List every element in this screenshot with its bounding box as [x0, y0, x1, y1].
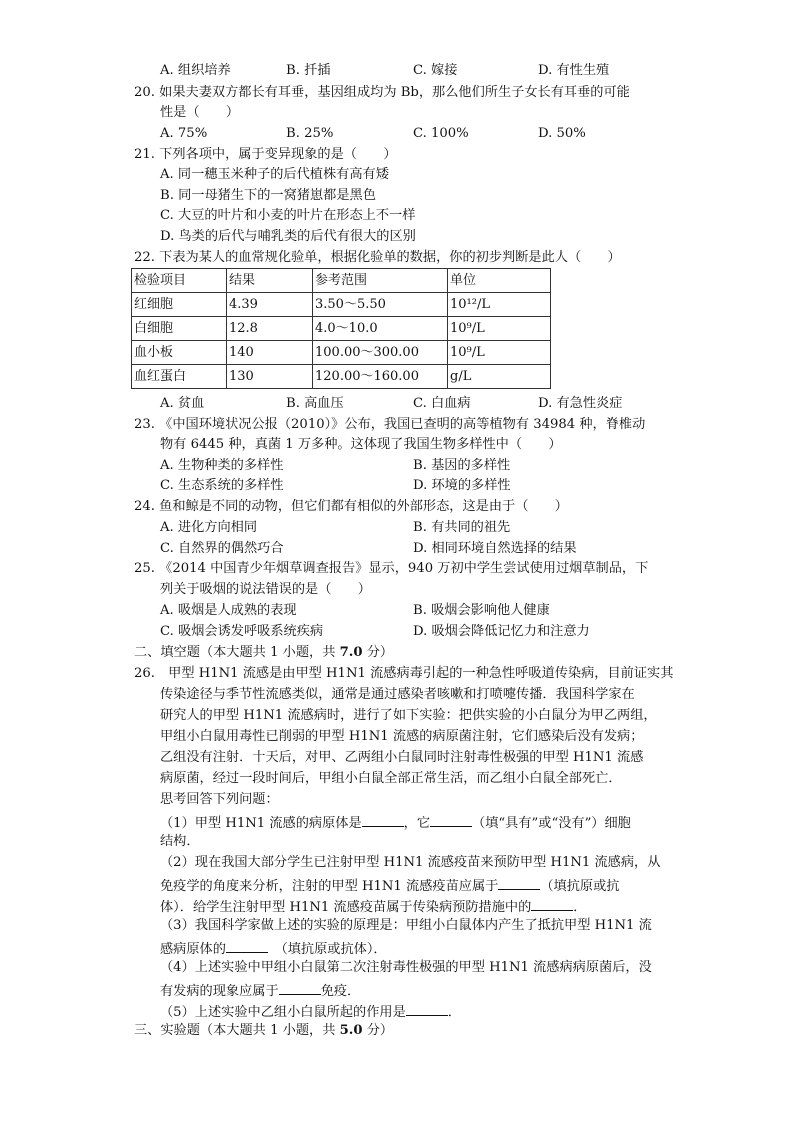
table-cell: 130 — [227, 365, 313, 389]
q19-option-c: C. 嫁接 — [413, 63, 458, 78]
q21-option-c: C. 大豆的叶片和小麦的叶片在形态上不一样 — [160, 208, 416, 223]
q22-option-b: B. 高血压 — [286, 396, 344, 411]
q23-option-d: D. 环境的多样性 — [413, 478, 511, 493]
q26-sub3-text-c: （填抗原或抗体）． — [267, 942, 387, 957]
answer-blank[interactable] — [430, 814, 472, 827]
table-cell: 120.00～160.00 — [313, 365, 448, 389]
section-heading-score: 7.0 — [339, 645, 363, 660]
q26-paragraph-line: 乙组没有注射．十天后，对甲、乙两组小白鼠同时注射毒性极强的甲型 H1N1 流感 — [160, 750, 644, 765]
answer-blank[interactable] — [498, 877, 540, 890]
table-cell: 10⁹/L — [448, 317, 551, 341]
q19-option-d: D. 有性生殖 — [538, 63, 610, 78]
q26-sub5-text-a: （5）上述实验中乙组小白鼠所起的作用是 — [160, 1005, 406, 1020]
blood-test-table — [131, 268, 551, 389]
table-header-cell: 结果 — [227, 269, 313, 293]
section-heading-fill-blank — [134, 646, 393, 659]
q25-option-b: B. 吸烟会影响他人健康 — [413, 603, 550, 618]
table-header-cell: 单位 — [448, 269, 551, 293]
q25-stem-line2: 列关于吸烟的说法错误的是（ ） — [160, 582, 371, 597]
q26-sub2-line2 — [160, 877, 619, 893]
q26-paragraph-line: 病原菌，经过一段时间后，甲组小白鼠全部正常生活，而乙组小白鼠全部死亡． — [160, 771, 622, 786]
table-row — [132, 317, 551, 341]
q26-sub1-text-c: （填“具有”或“没有”）细胞 — [472, 816, 631, 831]
q26-sub1 — [160, 814, 631, 830]
table-row — [132, 341, 551, 365]
section-heading-suffix: 分） — [362, 1023, 394, 1038]
q26-sub4-line1: （4）上述实验中甲组小白鼠第二次注射毒性极强的甲型 H1N1 流感病病原菌后，没 — [160, 960, 652, 975]
q26-sub3-text-b: 感病原体的 — [160, 942, 226, 957]
q26-sub2-line3 — [160, 898, 586, 914]
table-cell: 4.0～10.0 — [313, 317, 448, 341]
section-heading-suffix: 分） — [362, 645, 394, 660]
q26-sub2-line1: （2）现在我国大部分学生已注射甲型 H1N1 流感疫苗来预防甲型 H1N1 流感病，从 — [160, 855, 661, 870]
q24-option-b: B. 有共同的祖先 — [413, 520, 511, 535]
section-heading-experiment — [134, 1024, 393, 1037]
table-cell: 3.50～5.50 — [313, 293, 448, 317]
q21-stem: 21. 下列各项中，属于变异现象的是（ ） — [134, 147, 397, 162]
q26-sub2-text-e: ． — [573, 900, 587, 915]
q24-option-c: C. 自然界的偶然巧合 — [160, 541, 284, 556]
q26-paragraph-line: 思考回答下列问题： — [160, 792, 279, 807]
q25-stem-line1: 25. 《2014 中国青少年烟草调查报告》显示，940 万初中学生尝试使用过烟草制品，下 — [134, 561, 649, 576]
q26-sub5-text-b: ． — [447, 1005, 461, 1020]
q20-option-d: D. 50% — [538, 126, 586, 141]
q24-stem: 24. 鱼和鲸是不同的动物，但它们都有相似的外部形态，这是由于（ ） — [134, 499, 568, 514]
q19-option-b: B. 扦插 — [286, 63, 331, 78]
section-heading-prefix: 二、填空题（本大题共 1 小题，共 — [134, 645, 340, 660]
table-cell: 10⁹/L — [448, 341, 551, 365]
table-header-cell: 参考范围 — [313, 269, 448, 293]
table-header-row — [132, 269, 551, 293]
table-cell: 4.39 — [227, 293, 313, 317]
table-row — [132, 365, 551, 389]
q21-option-b: B. 同一母猪生下的一窝猪崽都是黑色 — [160, 188, 376, 203]
table-cell: 140 — [227, 341, 313, 365]
answer-blank[interactable] — [531, 898, 573, 911]
q19-option-a: A. 组织培养 — [160, 63, 231, 78]
table-cell: 10¹²/L — [448, 293, 551, 317]
q26-sub4-text-b: 有发病的现象应属于 — [160, 984, 279, 999]
q26-sub5 — [160, 1003, 461, 1019]
answer-blank[interactable] — [406, 1003, 448, 1016]
q23-stem-line1: 23. 《中国环境状况公报（2010）》公布，我国已查明的高等植物有 34984 种，脊椎动 — [134, 417, 646, 432]
table-cell: 血小板 — [132, 341, 227, 365]
q26-sub4-text-c: 免疫． — [320, 984, 361, 999]
q26-sub1-text-a: （1）甲型 H1N1 流感的病原体是 — [160, 816, 362, 831]
q22-option-d: D. 有急性炎症 — [538, 396, 623, 411]
q24-option-a: A. 进化方向相同 — [160, 520, 258, 535]
q26-sub2-text-c: （填抗原或抗 — [540, 879, 620, 894]
q24-option-d: D. 相同环境自然选择的结果 — [413, 541, 577, 556]
q25-option-d: D. 吸烟会降低记忆力和注意力 — [413, 624, 590, 639]
q26-sub1-text-b: ，它 — [403, 816, 431, 831]
table-cell: g/L — [448, 365, 551, 389]
table-cell: 红细胞 — [132, 293, 227, 317]
answer-blank[interactable] — [362, 814, 404, 827]
q21-option-a: A. 同一穗玉米种子的后代植株有高有矮 — [160, 167, 389, 182]
q23-stem-line2: 物有 6445 种，真菌 1 万多种。这体现了我国生物多样性中（ ） — [160, 437, 562, 452]
answer-blank[interactable] — [279, 982, 321, 995]
q23-option-b: B. 基因的多样性 — [413, 458, 511, 473]
q26-sub1-line2: 结构． — [160, 834, 200, 849]
q23-option-a: A. 生物种类的多样性 — [160, 458, 284, 473]
table-cell: 12.8 — [227, 317, 313, 341]
q26-paragraph-line: 26. 甲型 H1N1 流感是由甲型 H1N1 流感病毒引起的一种急性呼吸道传染病，目前证实其 — [134, 666, 674, 681]
q26-sub2-text-b: 免疫学的角度来分析，注射的甲型 H1N1 流感疫苗应属于 — [160, 879, 499, 894]
table-cell: 白细胞 — [132, 317, 227, 341]
q26-sub3-line2 — [160, 940, 387, 956]
q20-option-a: A. 75% — [160, 126, 208, 141]
q25-option-c: C. 吸烟会诱发呼吸系统疾病 — [160, 624, 324, 639]
q20-option-b: B. 25% — [286, 126, 334, 141]
q26-sub4-line2 — [160, 982, 360, 998]
q22-option-c: C. 白血病 — [413, 396, 471, 411]
q26-sub2-text-d: 体）．给学生注射甲型 H1N1 流感疫苗属于传染病预防措施中的 — [160, 900, 532, 915]
q20-stem-line2: 性是（ ） — [160, 105, 240, 120]
table-row — [132, 293, 551, 317]
q20-option-c: C. 100% — [413, 126, 469, 141]
q22-option-a: A. 贫血 — [160, 396, 205, 411]
table-cell: 血红蛋白 — [132, 365, 227, 389]
section-heading-prefix: 三、实验题（本大题共 1 小题，共 — [134, 1023, 340, 1038]
q25-option-a: A. 吸烟是人成熟的表现 — [160, 603, 297, 618]
section-heading-score: 5.0 — [339, 1023, 363, 1038]
answer-blank[interactable] — [226, 940, 268, 953]
q26-paragraph-line: 研究人的甲型 H1N1 流感病时，进行了如下实验：把供实验的小白鼠分为甲乙两组， — [160, 708, 657, 723]
q26-paragraph-line: 甲组小白鼠用毒性已削弱的甲型 H1N1 流感的病原菌注射，它们感染后没有发病； — [160, 729, 644, 744]
q22-stem: 22. 下表为某人的血常规化验单，根据化验单的数据，你的初步判断是此人（ ） — [134, 250, 621, 265]
q26-sub3-line1: （3）我国科学家做上述的实验的原理是：甲组小白鼠体内产生了抵抗甲型 H1N1 流 — [160, 918, 652, 933]
q23-option-c: C. 生态系统的多样性 — [160, 478, 284, 493]
table-header-cell: 检验项目 — [132, 269, 227, 293]
q21-option-d: D. 鸟类的后代与哺乳类的后代有很大的区别 — [160, 229, 416, 244]
q26-paragraph-line: 传染途径与季节性流感类似，通常是通过感染者咳嗽和打喷嚏传播．我国科学家在 — [160, 687, 635, 702]
table-cell: 100.00～300.00 — [313, 341, 448, 365]
q20-stem-line1: 20. 如果夫妻双方都长有耳垂，基因组成均为 Bb，那么他们所生子女长有耳垂的可能 — [134, 85, 630, 100]
